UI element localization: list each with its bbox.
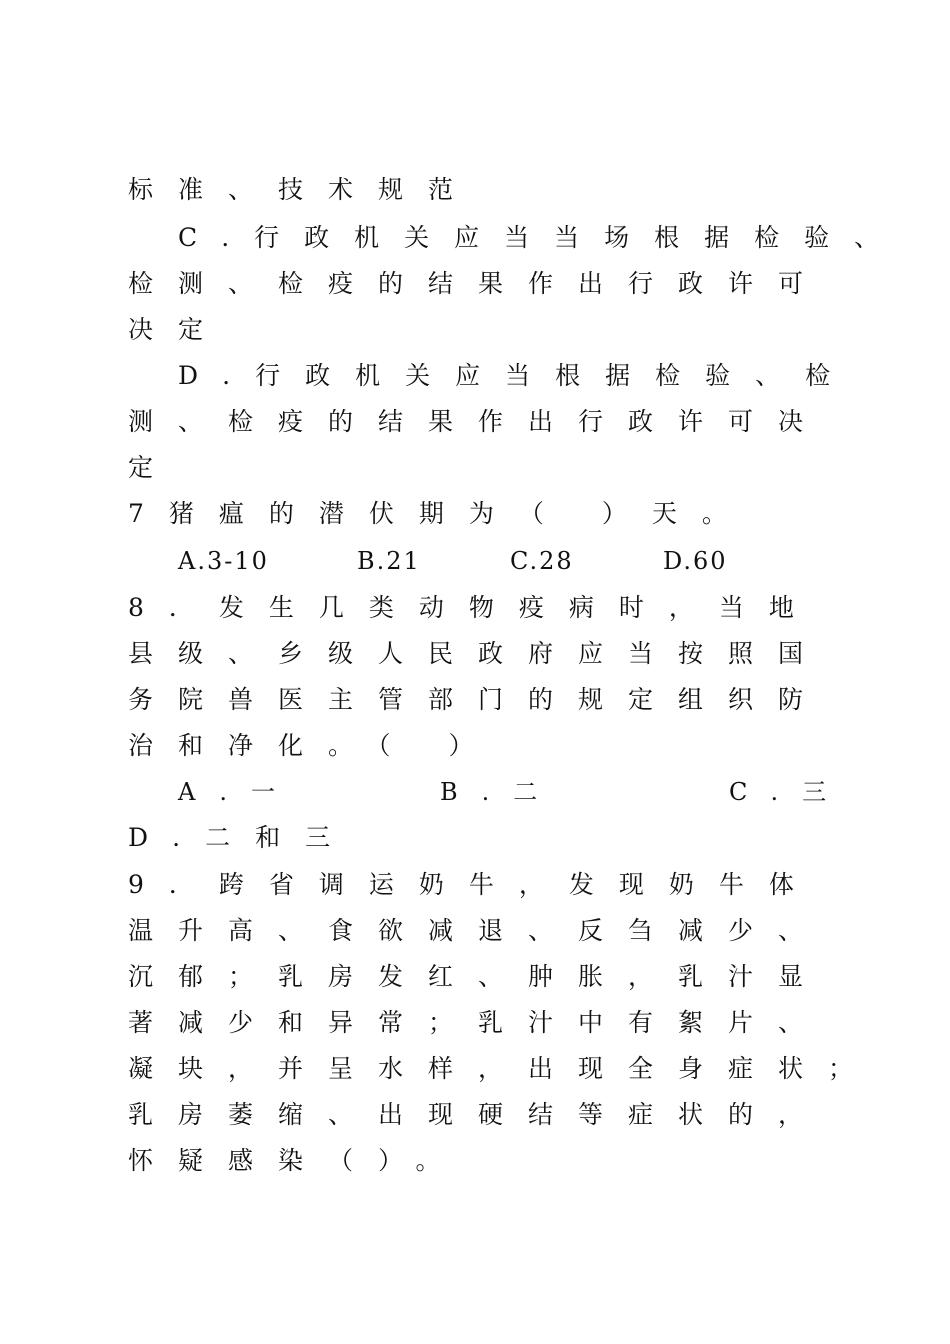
- q7-option-b: B.21: [357, 547, 421, 575]
- q8-option-d: D.二和三: [128, 823, 356, 852]
- text-line: 凝块，并呈水样，出现全身症状；: [128, 1054, 879, 1083]
- text-line: 乳房萎缩、出现硬结等症状的，: [128, 1100, 829, 1129]
- text-line: 治和净化。（ ）: [128, 731, 499, 760]
- text-line: 标准、技术规范: [128, 175, 479, 204]
- text-line: 沉郁；乳房发红、肿胀，乳汁显: [128, 962, 829, 991]
- text-line: 怀疑感染（）。: [128, 1146, 466, 1175]
- question-8: 8．发生几类动物疫病时，当地: [128, 593, 819, 622]
- q8-option-a: A.一: [178, 778, 299, 806]
- text-line: 务院兽医主管部门的规定组织防: [128, 685, 829, 714]
- text-line: 县级、乡级人民政府应当按照国: [128, 639, 829, 668]
- text-line: 测、检疫的结果作出行政许可决: [128, 407, 829, 436]
- text-line: D.行政机关应当根据检验、检: [178, 361, 856, 390]
- text-line: 著减少和异常；乳汁中有絮片、: [128, 1008, 829, 1037]
- question-9: 9．跨省调运奶牛，发现奶牛体: [128, 870, 819, 899]
- text-line: C.行政机关应当当场根据检验、: [178, 223, 905, 252]
- q8-option-c: C.三: [729, 778, 851, 806]
- q7-option-d: D.60: [663, 547, 728, 575]
- q7-option-c: C.28: [510, 547, 574, 575]
- text-line: 检测、检疫的结果作出行政许可: [128, 269, 829, 298]
- text-line: 温升高、食欲减退、反刍减少、: [128, 916, 829, 945]
- q7-option-a: A.3-10: [178, 547, 269, 575]
- text-line: 定: [128, 453, 179, 482]
- q8-option-b: B.二: [440, 778, 562, 806]
- text-line: 决定: [128, 315, 229, 344]
- question-7: 7猪瘟的潜伏期为（ ）天。: [128, 499, 752, 528]
